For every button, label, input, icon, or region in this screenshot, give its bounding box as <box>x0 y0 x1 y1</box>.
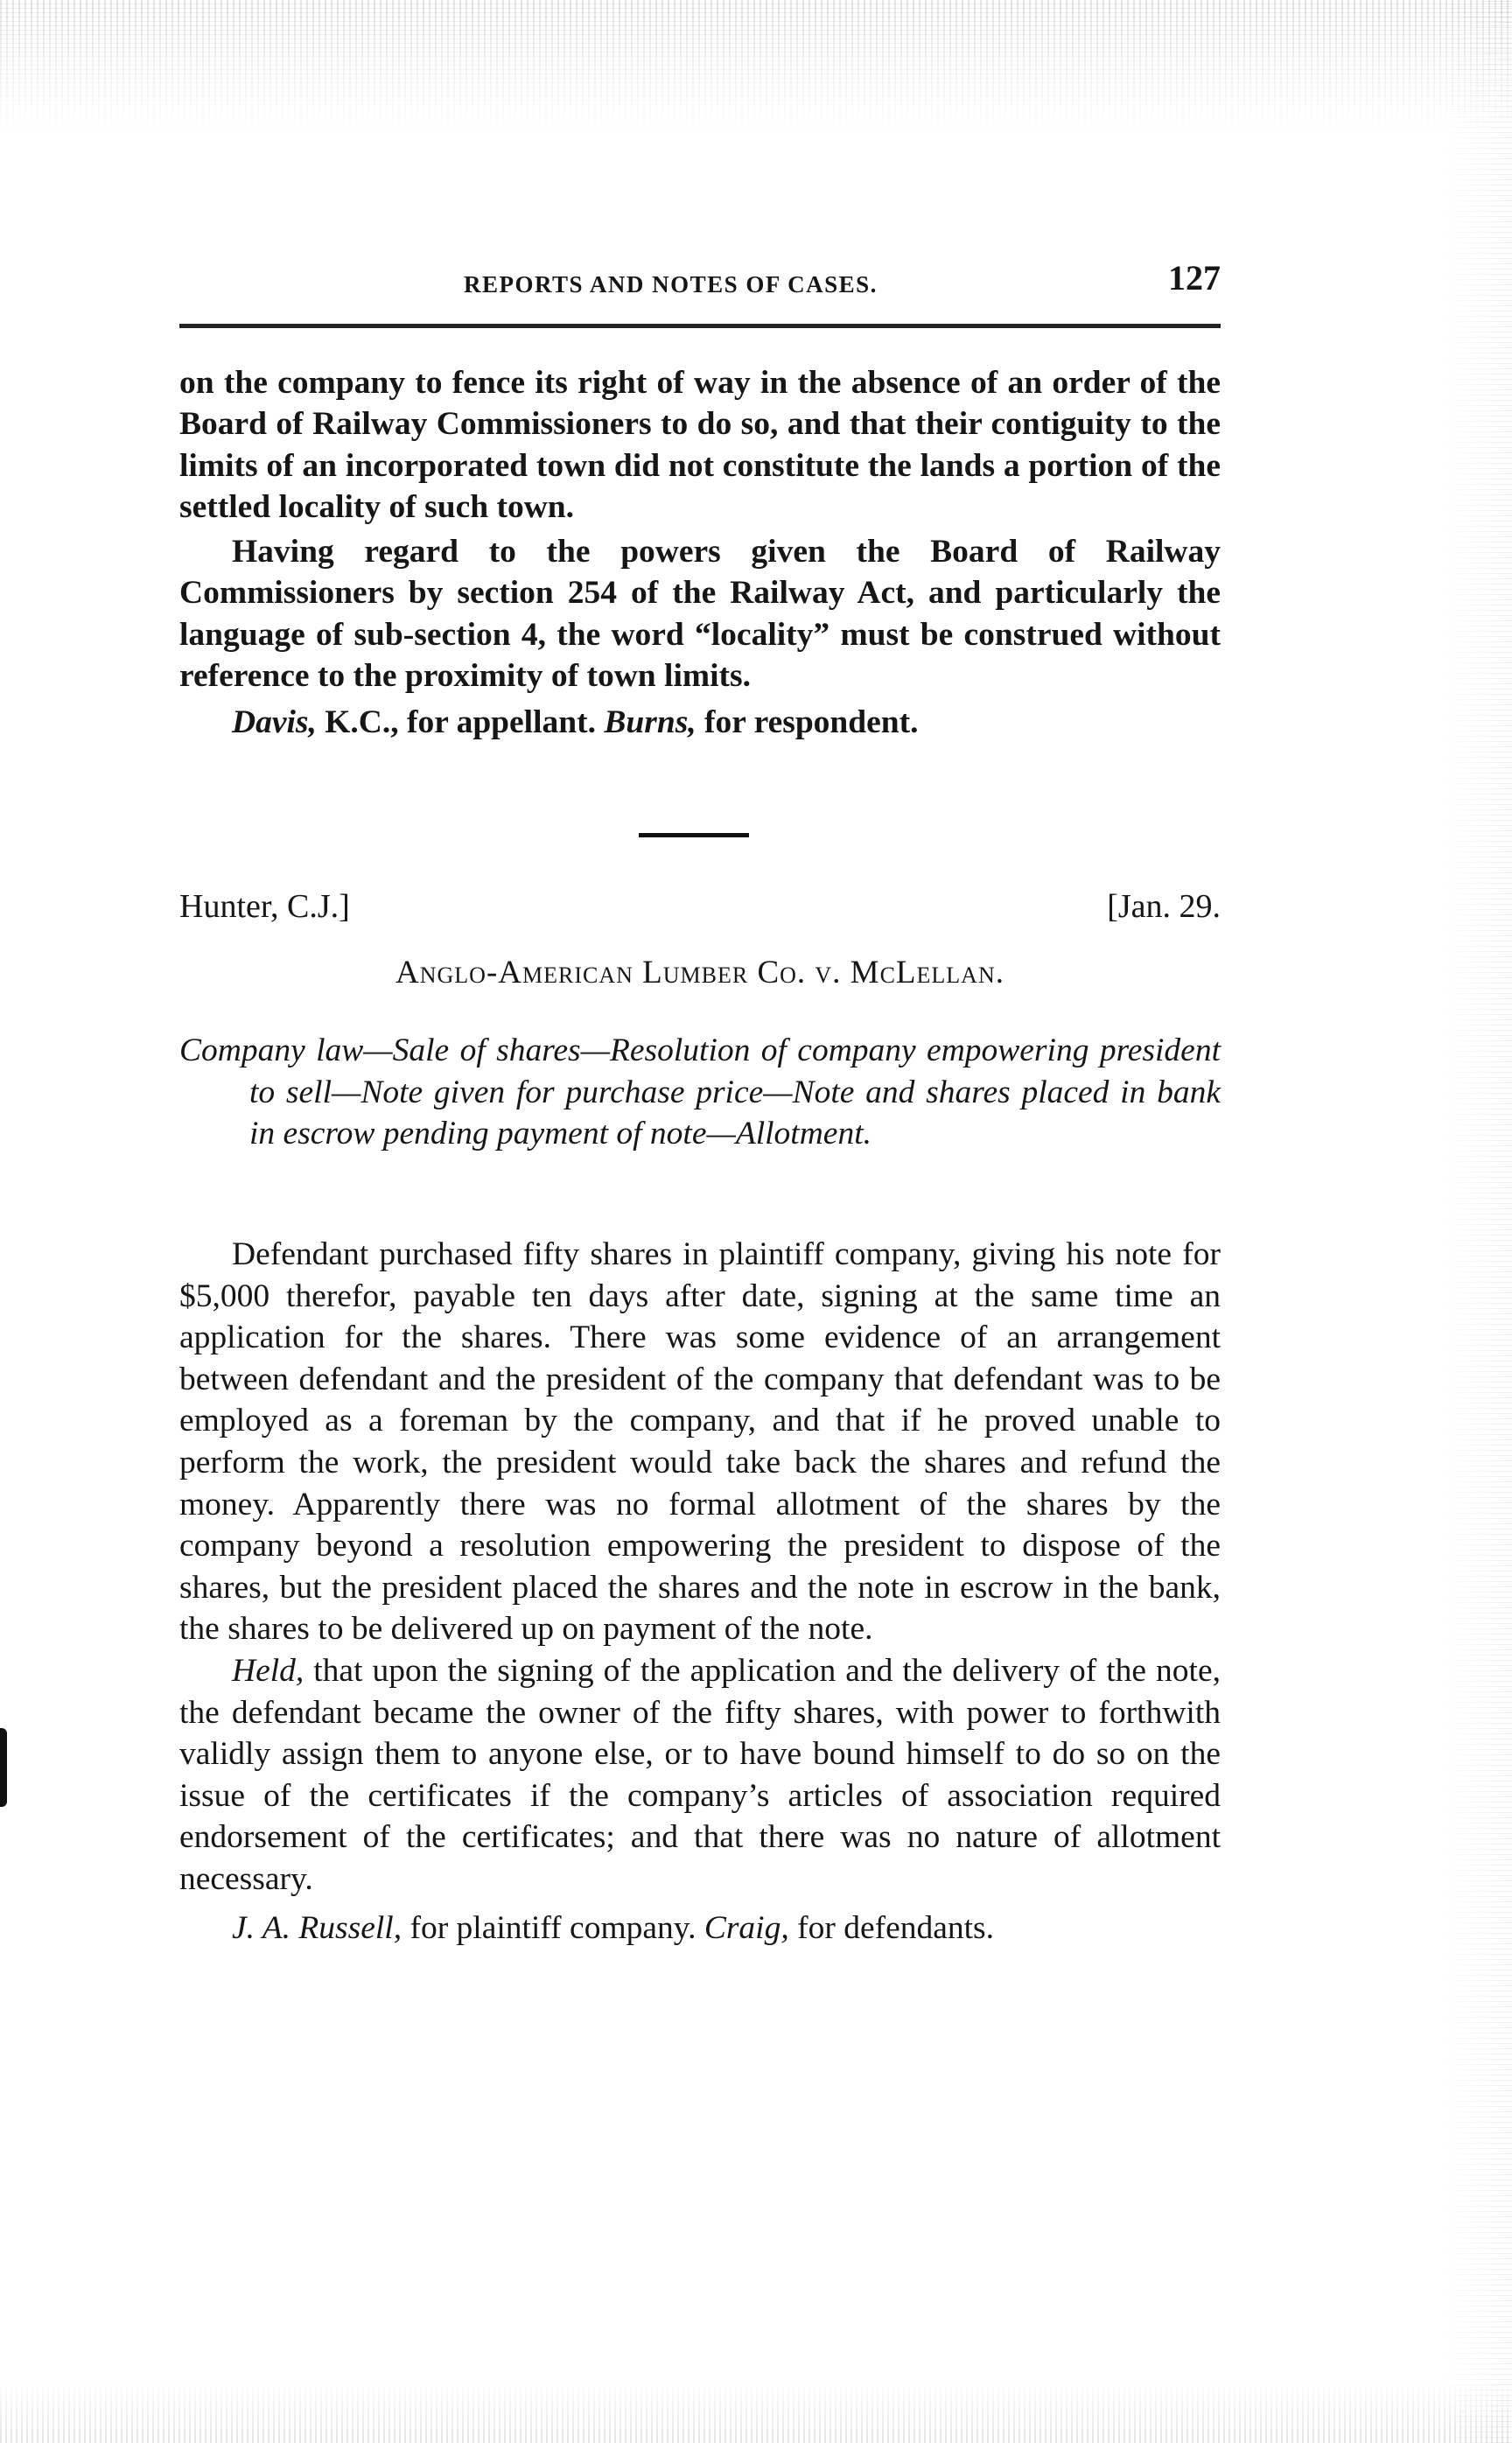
case-title: Anglo-American Lumber Co. v. McLellan. <box>396 955 1004 990</box>
facts-paragraph: Defendant purchased fifty shares in plaintiff company, giving his note for $5,000 therefor, payable ten days after date, signing at the same time an application for the shares. There was some evidence of an arrangement between defendant and the president of the company that defendant was to be employed as a foreman by the company, and that if he proved unable to perform the work, the president would take back the shares and refund the money. Apparently there was no formal allotment of the shares by the company beyond a resolution empowering the president to dispose of the shares, but the president placed the shares and the note in escrow in the bank, the shares to be delivered up on payment of the note. <box>179 1236 1221 1648</box>
defendant-counsel-name: Craig, <box>704 1909 789 1946</box>
previous-case-text <box>179 362 1221 744</box>
header-rule <box>179 324 1221 328</box>
case-separator-rule <box>639 833 749 837</box>
plaintiff-counsel-name: J. A. Russell, <box>232 1909 402 1946</box>
held-paragraph <box>179 1650 1221 1900</box>
scan-noise-right <box>1442 0 1512 2443</box>
appellant-counsel-name: Davis, <box>232 704 317 741</box>
scan-noise-bottom <box>0 2382 1512 2443</box>
judge-name: Hunter, C.J.] <box>179 888 350 925</box>
held-text: that upon the signing of the application and the delivery of the note, the defendant became the owner of the fifty shares, with power to forthwith validly assign them to anyone else, or to have bound himself to do so on the issue of the certificates if the company’s articles of association required endorsement of the certificates; and that there was no nature of allotment necessary. <box>179 1652 1221 1897</box>
binding-edge-mark <box>0 1728 7 1807</box>
page-header <box>179 256 1221 304</box>
previous-case-paragraph-2: Having regard to the powers given the Board of Railway Commissioners by section 254 of the Railway Act, and particularly the language of sub-section 4, the word “locality” must be construed without reference to the proximity of town limits. <box>179 534 1221 695</box>
respondent-counsel-name: Burns, <box>604 704 696 741</box>
case-body <box>179 1234 1221 1949</box>
case-counsel <box>179 1908 1221 1950</box>
previous-case-paragraph-1: on the company to fence its right of way in the absence of an order of the Board of Railway Commissioners to do so, and that their contiguity to the limits of an incorporated town did not constitute the lands a portion of the settled locality of such town. <box>179 365 1221 525</box>
respondent-counsel-role: for respondent. <box>696 704 919 741</box>
plaintiff-counsel-role: for plaintiff company. <box>402 1909 704 1946</box>
held-label: Held, <box>232 1652 304 1689</box>
decision-date: [Jan. 29. <box>1107 888 1221 925</box>
page-number: 127 <box>1168 258 1221 298</box>
appellant-counsel-role: K.C., for appellant. <box>316 704 605 741</box>
previous-case-counsel <box>179 702 1221 743</box>
running-head: REPORTS AND NOTES OF CASES. <box>464 271 878 298</box>
defendant-counsel-role: for defendants. <box>788 1909 995 1946</box>
headnote-text: Company law—Sale of shares—Resolution of company empowering president to sell—Note given for purchase price—Note and shares placed in bank in escrow pending payment of note—Allotment. <box>179 1032 1221 1152</box>
headnote <box>179 1030 1221 1155</box>
scan-noise-top <box>0 0 1512 131</box>
judge-date-line <box>179 886 1221 928</box>
